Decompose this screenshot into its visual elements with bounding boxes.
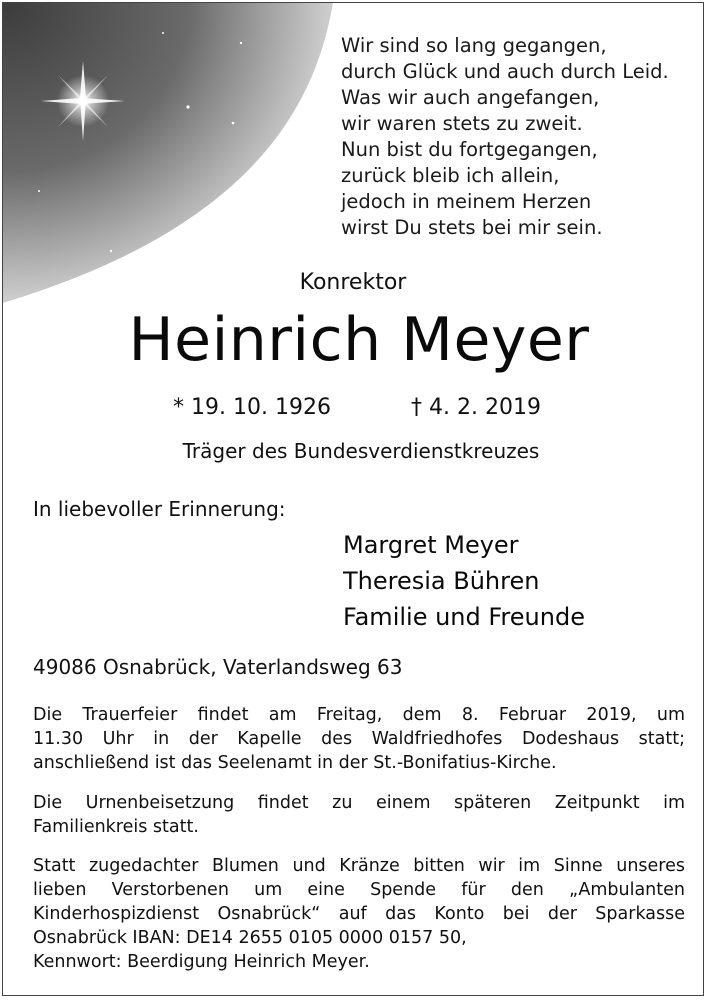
- birth-date: * 19. 10. 1926: [173, 395, 331, 420]
- mourner-name: Margret Meyer: [343, 531, 519, 559]
- paragraph-line: lieben Verstorbenen um eine Spende für den „Ambulanten: [33, 880, 685, 900]
- mourner-name: Theresia Bühren: [343, 567, 540, 595]
- poem-line: wirst Du stets bei mir sein.: [341, 216, 603, 239]
- poem-line: zurück bleib ich allein,: [341, 164, 560, 187]
- paragraph-line: Die Trauerfeier findet am Freitag, dem 8. Februar 2019, um: [33, 705, 685, 725]
- paragraph-line: Familienkreis statt.: [33, 817, 199, 837]
- poem-line: Wir sind so lang gegangen,: [341, 34, 607, 57]
- deceased-name: Heinrich Meyer: [128, 305, 590, 375]
- title-label: Konrektor: [299, 270, 407, 295]
- paragraph-line: Osnabrück IBAN: DE14 2655 0105 0000 0157 50,: [33, 928, 467, 948]
- obituary-card: [2, 2, 704, 996]
- poem-line: jedoch in meinem Herzen: [341, 190, 592, 213]
- paragraph-line: Kennwort: Beerdigung Heinrich Meyer.: [33, 952, 370, 972]
- poem: [341, 33, 669, 241]
- funeral-paragraph: [33, 703, 685, 775]
- paragraph-line: anschließend ist das Seelenamt in der St.-Bonifatius-Kirche.: [33, 753, 557, 773]
- poem-line: Nun bist du fortgegangen,: [341, 138, 598, 161]
- honor-text: Träger des Bundesverdienstkreuzes: [182, 439, 540, 463]
- poem-line: wir waren stets zu zweit.: [341, 112, 583, 135]
- urn-paragraph: [33, 791, 685, 839]
- mourner-name: Familie und Freunde: [343, 603, 585, 631]
- death-date: † 4. 2. 2019: [411, 395, 541, 420]
- paragraph-line: Die Urnenbeisetzung findet zu einem späteren Zeitpunkt im: [33, 793, 685, 813]
- night-sky-image: [3, 3, 383, 313]
- memory-heading: In liebevoller Erinnerung:: [33, 497, 286, 521]
- paragraph-line: Statt zugedachter Blumen und Kränze bitten wir im Sinne unseres: [33, 856, 685, 876]
- poem-line: Was wir auch angefangen,: [341, 86, 600, 109]
- paragraph-line: 11.30 Uhr in der Kapelle des Waldfriedhofes Dodeshaus statt;: [33, 729, 685, 749]
- paragraph-line: Kinderhospizdienst Osnabrück“ auf das Konto bei der Sparkasse: [33, 904, 685, 924]
- poem-line: durch Glück und auch durch Leid.: [341, 60, 669, 83]
- address: 49086 Osnabrück, Vaterlandsweg 63: [33, 655, 403, 679]
- donation-paragraph: [33, 854, 685, 974]
- mourners-list: [343, 527, 585, 635]
